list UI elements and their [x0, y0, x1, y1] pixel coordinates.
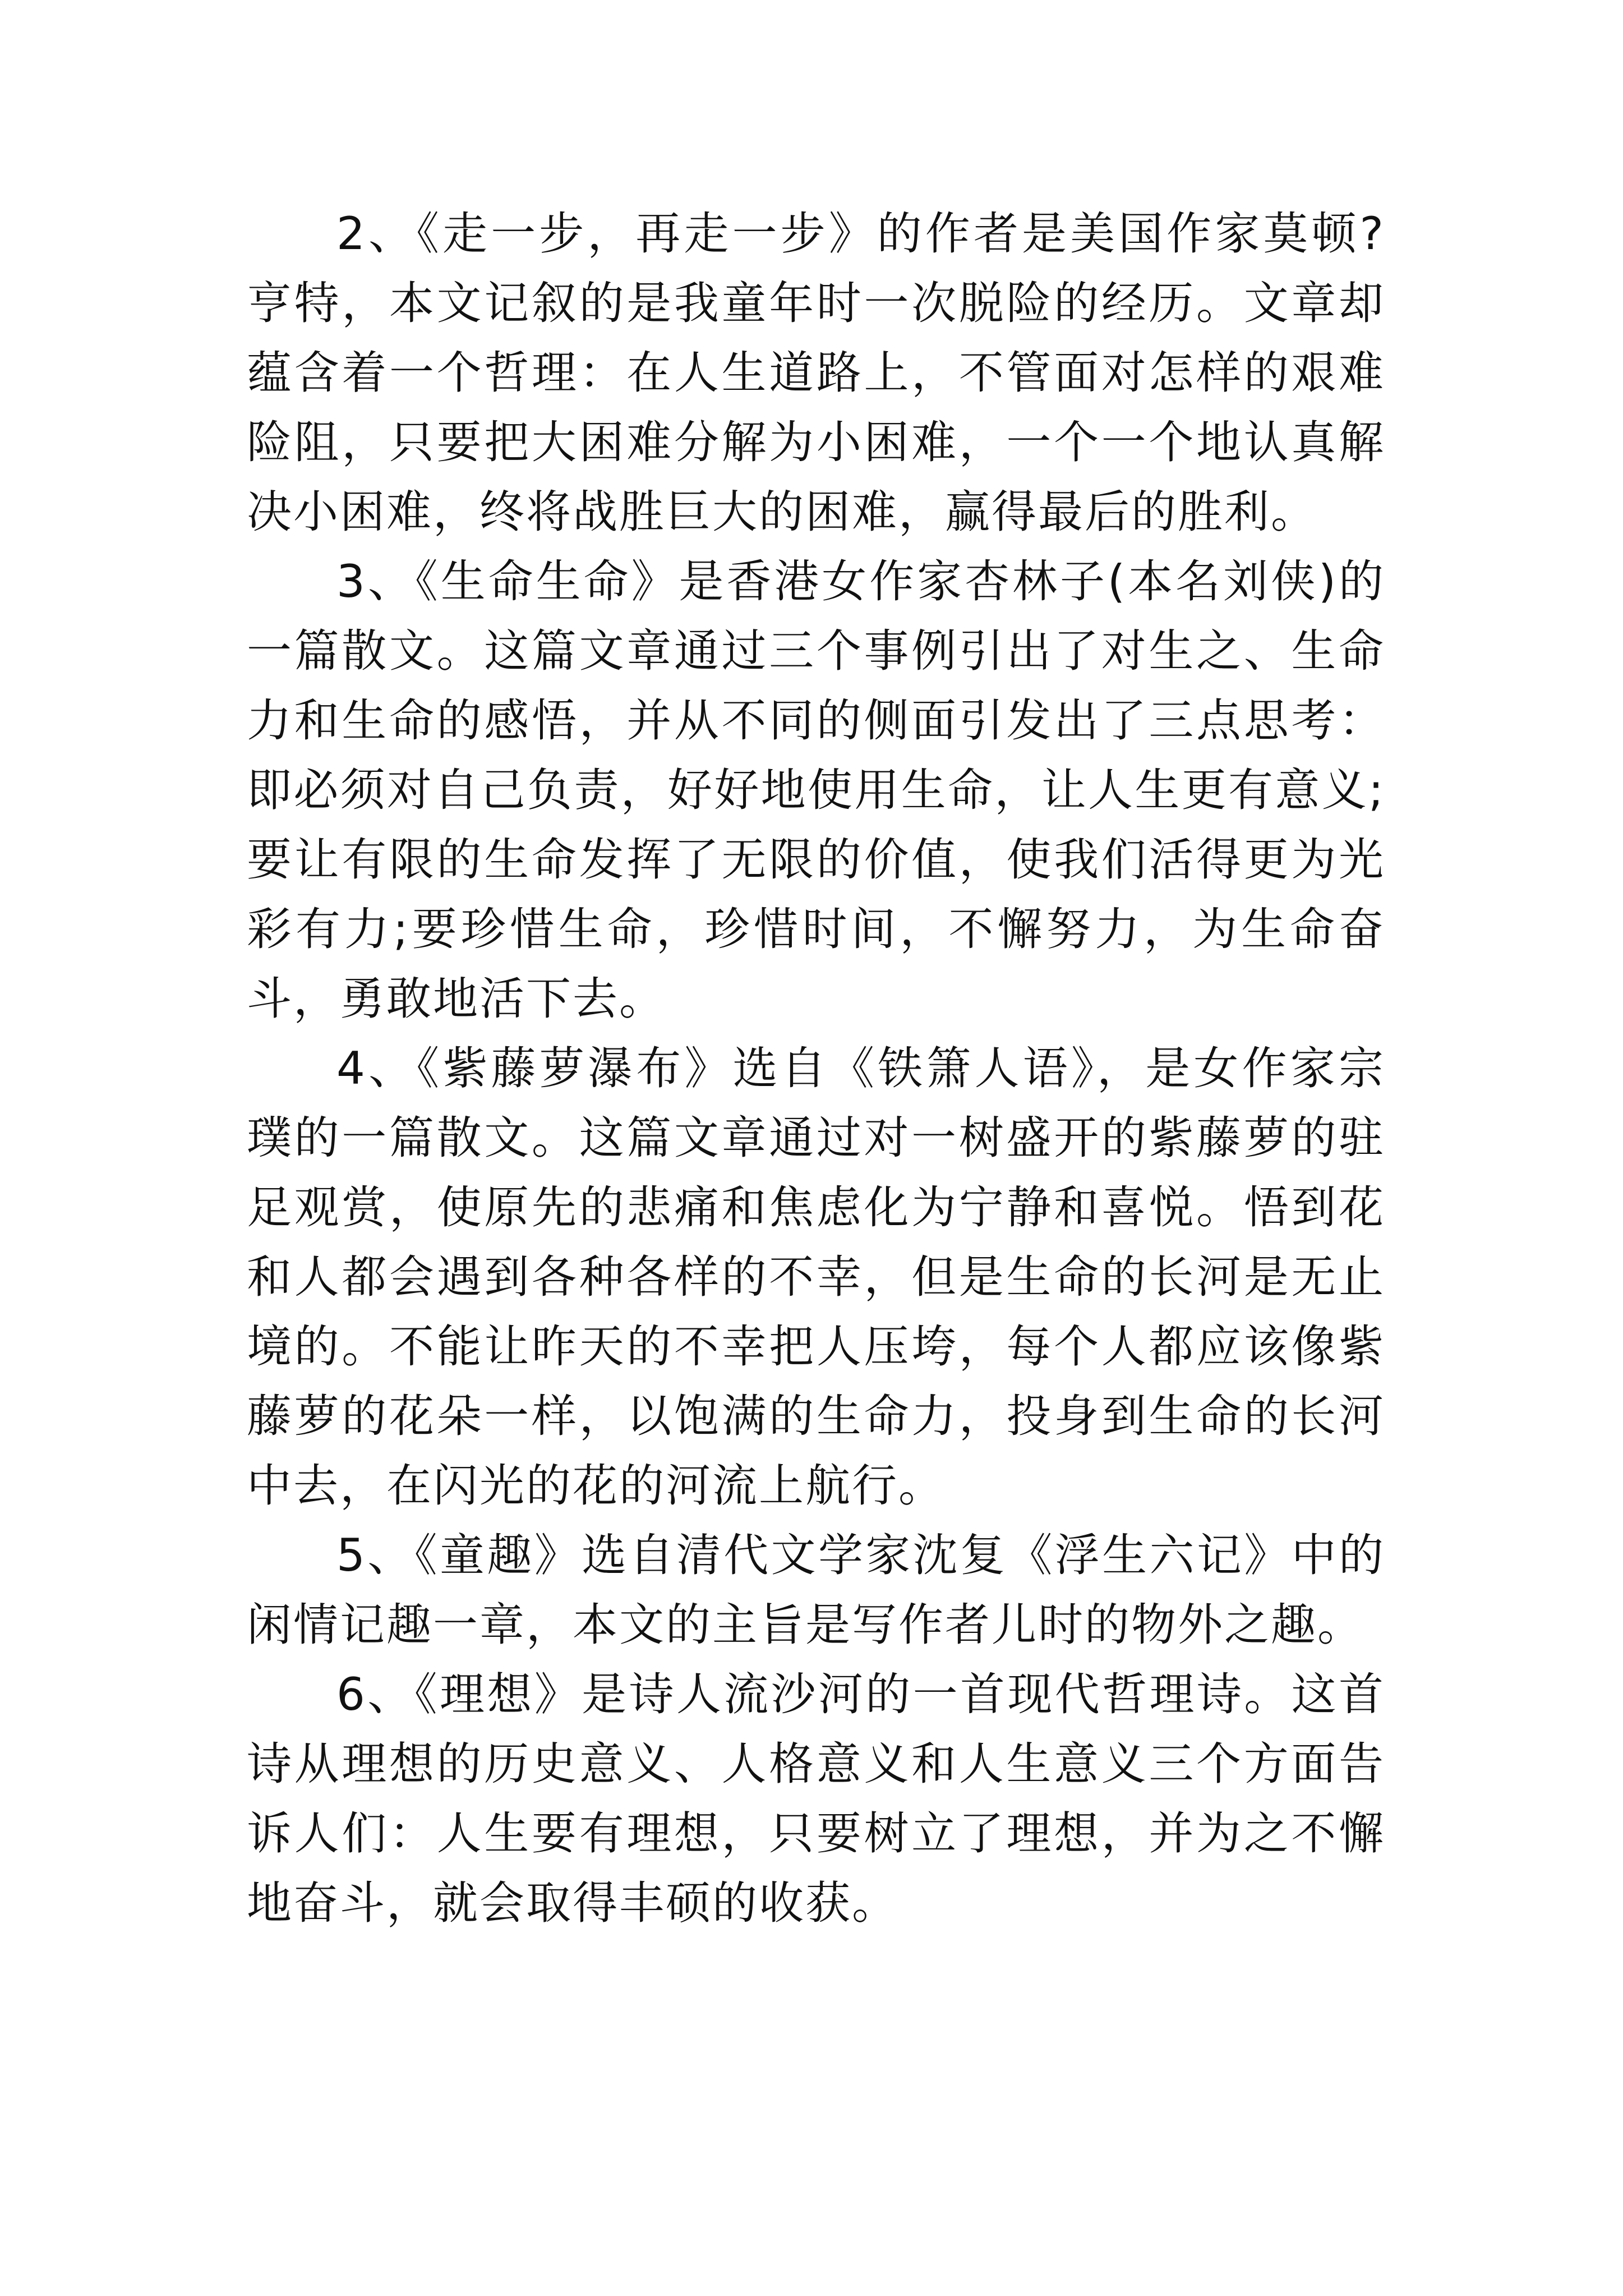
- paragraph-item-3: 3、《生命生命》是香港女作家杏林子(本名刘侠)的一篇散文。这篇文章通过三个事例引出了对生之、生命力和生命的感悟，并从不同的侧面引发出了三点思考：即必须对自己负责，好好地使用生命，让人生更有意义;要让有限的生命发挥了无限的价值，使我们活得更为光彩有力;要珍惜生命，珍惜时间，不懈努力，为生命奋斗，勇敢地活下去。: [247, 555, 1385, 1025]
- paragraph-item-5: 5、《童趣》选自清代文学家沈复《浮生六记》中的闲情记趣一章，本文的主旨是写作者儿时的物外之趣。: [247, 1529, 1385, 1651]
- paragraph-item-6: 6、《理想》是诗人流沙河的一首现代哲理诗。这首诗从理想的历史意义、人格意义和人生意义三个方面告诉人们：人生要有理想，只要树立了理想，并为之不懈地奋斗，就会取得丰硕的收获。: [247, 1668, 1385, 1929]
- paragraph-item-2: 2、《走一步，再走一步》的作者是美国作家莫顿?亨特，本文记叙的是我童年时一次脱险的经历。文章却蕴含着一个哲理：在人生道路上，不管面对怎样的艰难险阻，只要把大困难分解为小困难，一个一个地认真解决小困难，终将战胜巨大的困难，赢得最后的胜利。: [247, 208, 1385, 538]
- document-body: [247, 199, 1385, 1938]
- paragraph-item-4: 4、《紫藤萝瀑布》选自《铁箫人语》，是女作家宗璞的一篇散文。这篇文章通过对一树盛开的紫藤萝的驻足观赏，使原先的悲痛和焦虑化为宁静和喜悦。悟到花和人都会遇到各种各样的不幸，但是生命的长河是无止境的。不能让昨天的不幸把人压垮，每个人都应该像紫藤萝的花朵一样，以饱满的生命力，投身到生命的长河中去，在闪光的花的河流上航行。: [247, 1042, 1385, 1512]
